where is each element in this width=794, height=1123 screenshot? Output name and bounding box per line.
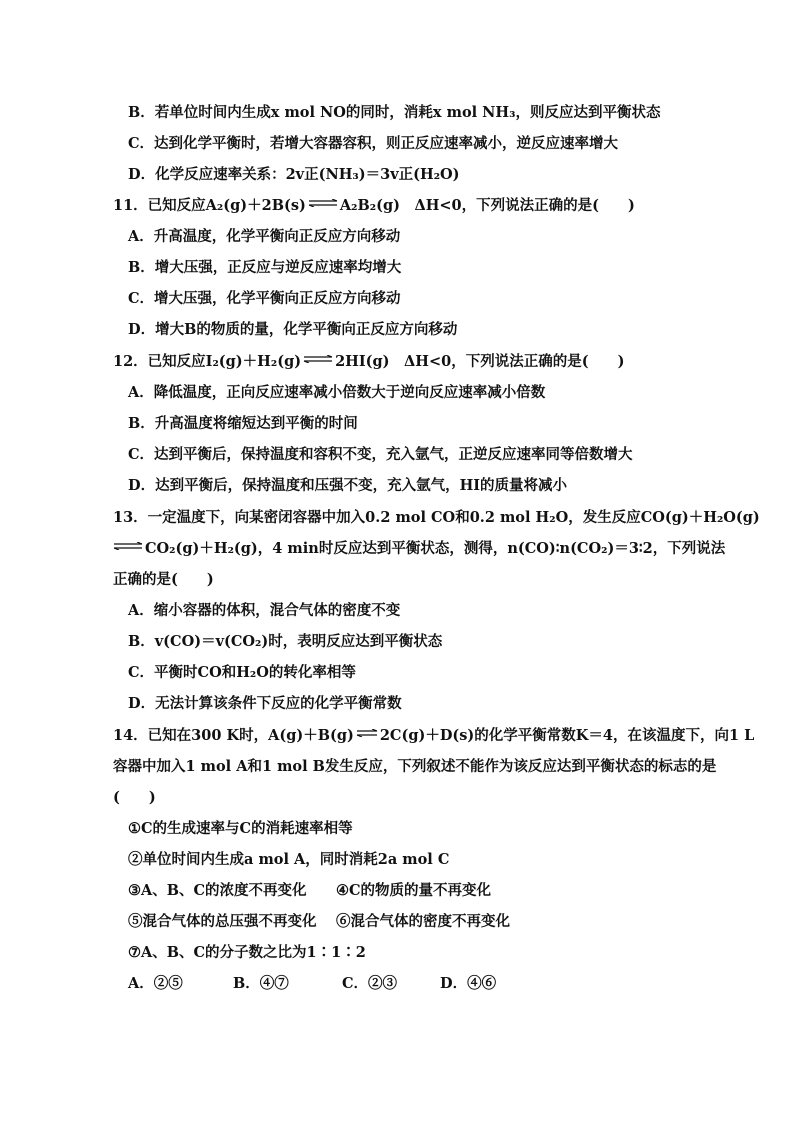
- q11-stem-left: 11．已知反应A₂(g)＋2B(s): [113, 197, 306, 214]
- q12-option-a: A．降低温度，正向反应速率减小倍数大于逆向反应速率减小倍数: [128, 384, 546, 401]
- q13-option-b: B．v(CO)＝v(CO₂)时，表明反应达到平衡状态: [128, 633, 443, 650]
- q11-stem: [113, 196, 635, 216]
- q14-item-7: ⑦A、B、C的分子数之比为1∶1∶2: [128, 944, 366, 961]
- q13-option-d: D．无法计算该条件下反应的化学平衡常数: [128, 695, 402, 712]
- q13-option-c: C．平衡时CO和H₂O的转化率相等: [128, 664, 356, 681]
- q14-item-3: ③A、B、C的浓度不再变化: [128, 882, 307, 899]
- q14-stem-line2: 容器中加入1 mol A和1 mol B发生反应，下列叙述不能作为该反应达到平衡状态的标志的是: [113, 758, 717, 775]
- q12-option-d: D．达到平衡后，保持温度和压强不变，充入氩气，HI的质量将减小: [128, 477, 568, 494]
- q11-stem-right: A₂B₂(g) ΔH<0，下列说法正确的是( ): [339, 197, 635, 214]
- q14-item-5: ⑤混合气体的总压强不再变化: [128, 913, 317, 930]
- q14-stem-line1: [113, 726, 754, 746]
- q13-stem-line2: [113, 539, 725, 559]
- q13-stem-line1: 13．一定温度下，向某密闭容器中加入0.2 mol CO和0.2 mol H₂O，发生反应CO(g)＋H₂O(g): [113, 509, 760, 526]
- q12-stem-left: 12．已知反应I₂(g)＋H₂(g): [113, 353, 302, 370]
- q13-stem-line2-text: CO₂(g)＋H₂(g)，4 min时反应达到平衡状态，测得，n(CO)∶n(CO₂)＝3∶2，下列说法: [145, 540, 726, 557]
- q14-item-2: ②单位时间内生成a mol A，同时消耗2a mol C: [128, 851, 450, 868]
- q11-option-d: D．增大B的物质的量，化学平衡向正反应方向移动: [128, 321, 458, 338]
- q14-option-a: A．②⑤: [128, 975, 183, 992]
- q12-stem-right: 2HI(g) ΔH<0，下列说法正确的是( ): [335, 353, 625, 370]
- equilibrium-arrow-icon: [303, 355, 333, 363]
- q10-option-b: B．若单位时间内生成x mol NO的同时，消耗x mol NH₃，则反应达到平衡状态: [128, 104, 661, 121]
- equilibrium-arrow-icon: [356, 729, 378, 737]
- q13-option-a: A．缩小容器的体积，混合气体的密度不变: [128, 602, 401, 619]
- q12-stem: [113, 352, 624, 372]
- q14-item-6: ⑥混合气体的密度不再变化: [336, 913, 510, 930]
- q14-option-d: D．④⑥: [440, 975, 497, 992]
- q12-option-b: B．升高温度将缩短达到平衡的时间: [128, 415, 358, 432]
- q14-option-b: B．④⑦: [233, 975, 289, 992]
- q12-option-c: C．达到平衡后，保持温度和容积不变，充入氩气，正逆反应速率同等倍数增大: [128, 446, 633, 463]
- equilibrium-arrow-icon: [113, 542, 143, 550]
- q14-option-c: C．②③: [342, 975, 398, 992]
- q11-option-c: C．增大压强，化学平衡向正反应方向移动: [128, 290, 401, 307]
- q14-stem-left: 14．已知在300 K时，A(g)＋B(g): [113, 727, 354, 744]
- q11-option-b: B．增大压强，正反应与逆反应速率均增大: [128, 259, 402, 276]
- q11-option-a: A．升高温度，化学平衡向正反应方向移动: [128, 228, 401, 245]
- equilibrium-arrow-icon: [308, 199, 338, 207]
- q14-stem-line3: ( ): [113, 789, 156, 806]
- q10-option-d: D．化学反应速率关系：2v正(NH₃)＝3v正(H₂O): [128, 166, 460, 183]
- q13-stem-line3: 正确的是( ): [113, 571, 214, 588]
- q14-item-4: ④C的物质的量不再变化: [336, 882, 492, 899]
- q14-stem-right: 2C(g)＋D(s)的化学平衡常数K＝4，在该温度下，向1 L: [379, 727, 755, 744]
- q10-option-c: C．达到化学平衡时，若增大容器容积，则正反应速率减小，逆反应速率增大: [128, 135, 619, 152]
- q14-item-1: ①C的生成速率与C的消耗速率相等: [128, 820, 353, 837]
